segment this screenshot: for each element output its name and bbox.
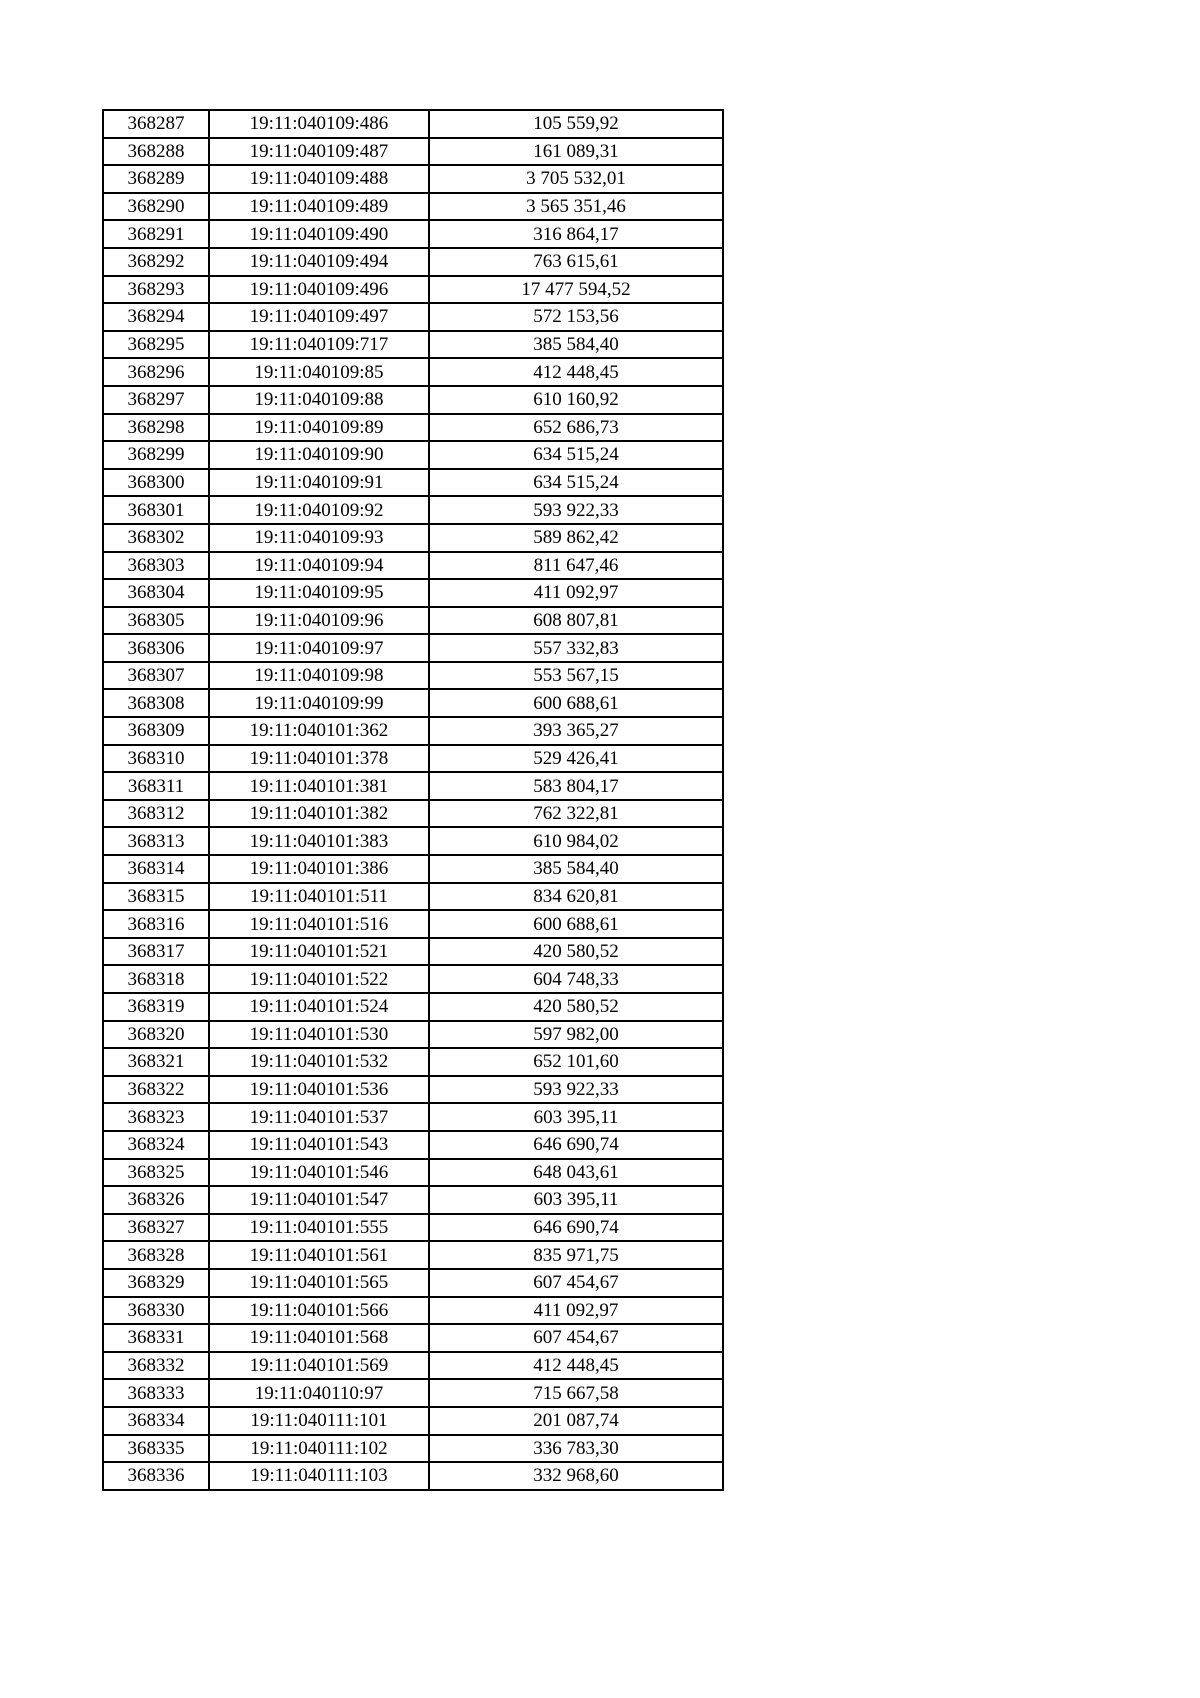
cadastral-number-cell: 19:11:040111:102	[209, 1435, 429, 1463]
cadastral-value-cell: 652 686,73	[429, 414, 723, 442]
cadastral-value-cell: 583 804,17	[429, 772, 723, 800]
cadastral-value-cell: 600 688,61	[429, 910, 723, 938]
cadastral-value-cell: 634 515,24	[429, 441, 723, 469]
table-row	[103, 1214, 723, 1242]
cadastral-number-cell: 19:11:040101:524	[209, 993, 429, 1021]
row-number-cell: 368329	[103, 1269, 209, 1297]
cadastral-value-cell: 811 647,46	[429, 552, 723, 580]
cadastral-number-cell: 19:11:040109:94	[209, 552, 429, 580]
cadastral-value-cell: 105 559,92	[429, 110, 723, 138]
table-row	[103, 138, 723, 166]
cadastral-value-cell: 420 580,52	[429, 938, 723, 966]
cadastral-number-cell: 19:11:040109:490	[209, 220, 429, 248]
row-number-cell: 368292	[103, 248, 209, 276]
cadastral-number-cell: 19:11:040109:88	[209, 386, 429, 414]
cadastral-number-cell: 19:11:040109:85	[209, 358, 429, 386]
table-row	[103, 386, 723, 414]
cadastral-number-cell: 19:11:040101:547	[209, 1186, 429, 1214]
cadastral-value-cell: 603 395,11	[429, 1103, 723, 1131]
cadastral-value-cell: 3 565 351,46	[429, 193, 723, 221]
table-row	[103, 552, 723, 580]
table-row	[103, 1186, 723, 1214]
row-number-cell: 368302	[103, 524, 209, 552]
table-row	[103, 1103, 723, 1131]
table-row	[103, 1352, 723, 1380]
row-number-cell: 368332	[103, 1352, 209, 1380]
table-body	[103, 110, 723, 1490]
table-row	[103, 689, 723, 717]
cadastral-number-cell: 19:11:040101:565	[209, 1269, 429, 1297]
table-row	[103, 1462, 723, 1490]
cadastral-value-cell: 610 160,92	[429, 386, 723, 414]
cadastral-value-cell: 316 864,17	[429, 220, 723, 248]
cadastral-number-cell: 19:11:040101:362	[209, 717, 429, 745]
table-row	[103, 1048, 723, 1076]
cadastral-number-cell: 19:11:040109:487	[209, 138, 429, 166]
row-number-cell: 368303	[103, 552, 209, 580]
row-number-cell: 368331	[103, 1324, 209, 1352]
cadastral-number-cell: 19:11:040111:103	[209, 1462, 429, 1490]
cadastral-value-cell: 336 783,30	[429, 1435, 723, 1463]
table-row	[103, 662, 723, 690]
cadastral-number-cell: 19:11:040101:378	[209, 745, 429, 773]
cadastral-value-cell: 763 615,61	[429, 248, 723, 276]
table-row	[103, 1435, 723, 1463]
cadastral-value-cell: 634 515,24	[429, 469, 723, 497]
cadastral-value-cell: 608 807,81	[429, 607, 723, 635]
table-row	[103, 772, 723, 800]
cadastral-number-cell: 19:11:040109:717	[209, 331, 429, 359]
cadastral-number-cell: 19:11:040109:90	[209, 441, 429, 469]
cadastral-value-cell: 604 748,33	[429, 965, 723, 993]
table-row	[103, 248, 723, 276]
table-row	[103, 938, 723, 966]
row-number-cell: 368287	[103, 110, 209, 138]
cadastral-number-cell: 19:11:040109:496	[209, 276, 429, 304]
cadastral-number-cell: 19:11:040101:561	[209, 1241, 429, 1269]
row-number-cell: 368295	[103, 331, 209, 359]
cadastral-number-cell: 19:11:040109:97	[209, 634, 429, 662]
cadastral-number-cell: 19:11:040101:521	[209, 938, 429, 966]
row-number-cell: 368288	[103, 138, 209, 166]
table-row	[103, 524, 723, 552]
cadastral-value-cell: 646 690,74	[429, 1131, 723, 1159]
cadastral-value-cell: 834 620,81	[429, 883, 723, 911]
cadastral-value-cell: 553 567,15	[429, 662, 723, 690]
row-number-cell: 368336	[103, 1462, 209, 1490]
cadastral-value-cell: 385 584,40	[429, 331, 723, 359]
cadastral-value-cell: 762 322,81	[429, 800, 723, 828]
cadastral-number-cell: 19:11:040111:101	[209, 1407, 429, 1435]
cadastral-value-cell: 572 153,56	[429, 303, 723, 331]
cadastral-value-cell: 646 690,74	[429, 1214, 723, 1242]
table-row	[103, 800, 723, 828]
table-row	[103, 1297, 723, 1325]
table-row	[103, 220, 723, 248]
row-number-cell: 368314	[103, 855, 209, 883]
cadastral-value-cell: 201 087,74	[429, 1407, 723, 1435]
table-row	[103, 1379, 723, 1407]
cadastral-value-cell: 652 101,60	[429, 1048, 723, 1076]
cadastral-number-cell: 19:11:040101:516	[209, 910, 429, 938]
cadastral-value-table	[102, 109, 724, 1491]
cadastral-value-cell: 648 043,61	[429, 1159, 723, 1187]
table-row	[103, 965, 723, 993]
table-row	[103, 910, 723, 938]
cadastral-value-cell: 3 705 532,01	[429, 165, 723, 193]
row-number-cell: 368297	[103, 386, 209, 414]
row-number-cell: 368309	[103, 717, 209, 745]
cadastral-value-cell: 597 982,00	[429, 1021, 723, 1049]
cadastral-value-cell: 161 089,31	[429, 138, 723, 166]
row-number-cell: 368298	[103, 414, 209, 442]
table-row	[103, 634, 723, 662]
table-row	[103, 993, 723, 1021]
row-number-cell: 368313	[103, 827, 209, 855]
row-number-cell: 368306	[103, 634, 209, 662]
cadastral-number-cell: 19:11:040101:543	[209, 1131, 429, 1159]
cadastral-value-cell: 17 477 594,52	[429, 276, 723, 304]
row-number-cell: 368299	[103, 441, 209, 469]
cadastral-number-cell: 19:11:040109:494	[209, 248, 429, 276]
cadastral-value-cell: 529 426,41	[429, 745, 723, 773]
table-row	[103, 1076, 723, 1104]
row-number-cell: 368300	[103, 469, 209, 497]
table-row	[103, 1159, 723, 1187]
row-number-cell: 368321	[103, 1048, 209, 1076]
table-row	[103, 165, 723, 193]
cadastral-number-cell: 19:11:040109:497	[209, 303, 429, 331]
cadastral-value-cell: 420 580,52	[429, 993, 723, 1021]
cadastral-number-cell: 19:11:040101:511	[209, 883, 429, 911]
table-row	[103, 496, 723, 524]
cadastral-number-cell: 19:11:040109:92	[209, 496, 429, 524]
cadastral-number-cell: 19:11:040110:97	[209, 1379, 429, 1407]
row-number-cell: 368296	[103, 358, 209, 386]
cadastral-number-cell: 19:11:040109:91	[209, 469, 429, 497]
table-row	[103, 1324, 723, 1352]
table-row	[103, 331, 723, 359]
table-row	[103, 193, 723, 221]
cadastral-value-cell: 385 584,40	[429, 855, 723, 883]
cadastral-number-cell: 19:11:040101:382	[209, 800, 429, 828]
table-row	[103, 414, 723, 442]
row-number-cell: 368320	[103, 1021, 209, 1049]
row-number-cell: 368304	[103, 579, 209, 607]
cadastral-number-cell: 19:11:040101:536	[209, 1076, 429, 1104]
table-row	[103, 883, 723, 911]
cadastral-number-cell: 19:11:040101:532	[209, 1048, 429, 1076]
cadastral-value-cell: 557 332,83	[429, 634, 723, 662]
row-number-cell: 368289	[103, 165, 209, 193]
cadastral-number-cell: 19:11:040109:93	[209, 524, 429, 552]
row-number-cell: 368301	[103, 496, 209, 524]
cadastral-value-cell: 393 365,27	[429, 717, 723, 745]
cadastral-number-cell: 19:11:040101:537	[209, 1103, 429, 1131]
row-number-cell: 368324	[103, 1131, 209, 1159]
cadastral-number-cell: 19:11:040101:530	[209, 1021, 429, 1049]
row-number-cell: 368312	[103, 800, 209, 828]
cadastral-number-cell: 19:11:040109:488	[209, 165, 429, 193]
cadastral-number-cell: 19:11:040109:489	[209, 193, 429, 221]
row-number-cell: 368305	[103, 607, 209, 635]
row-number-cell: 368328	[103, 1241, 209, 1269]
cadastral-value-cell: 411 092,97	[429, 1297, 723, 1325]
cadastral-value-cell: 589 862,42	[429, 524, 723, 552]
row-number-cell: 368323	[103, 1103, 209, 1131]
cadastral-number-cell: 19:11:040109:98	[209, 662, 429, 690]
cadastral-value-cell: 412 448,45	[429, 358, 723, 386]
cadastral-value-cell: 715 667,58	[429, 1379, 723, 1407]
row-number-cell: 368319	[103, 993, 209, 1021]
cadastral-number-cell: 19:11:040101:566	[209, 1297, 429, 1325]
table-row	[103, 276, 723, 304]
table-row	[103, 358, 723, 386]
cadastral-number-cell: 19:11:040101:546	[209, 1159, 429, 1187]
table-row	[103, 441, 723, 469]
row-number-cell: 368317	[103, 938, 209, 966]
row-number-cell: 368291	[103, 220, 209, 248]
cadastral-number-cell: 19:11:040101:569	[209, 1352, 429, 1380]
cadastral-number-cell: 19:11:040109:486	[209, 110, 429, 138]
row-number-cell: 368307	[103, 662, 209, 690]
table-row	[103, 745, 723, 773]
row-number-cell: 368293	[103, 276, 209, 304]
table-row	[103, 827, 723, 855]
row-number-cell: 368327	[103, 1214, 209, 1242]
row-number-cell: 368315	[103, 883, 209, 911]
row-number-cell: 368290	[103, 193, 209, 221]
table-row	[103, 469, 723, 497]
table-row	[103, 717, 723, 745]
cadastral-number-cell: 19:11:040109:89	[209, 414, 429, 442]
cadastral-value-cell: 332 968,60	[429, 1462, 723, 1490]
table-row	[103, 303, 723, 331]
cadastral-number-cell: 19:11:040109:99	[209, 689, 429, 717]
row-number-cell: 368318	[103, 965, 209, 993]
row-number-cell: 368310	[103, 745, 209, 773]
table-row	[103, 1241, 723, 1269]
cadastral-number-cell: 19:11:040101:386	[209, 855, 429, 883]
row-number-cell: 368311	[103, 772, 209, 800]
cadastral-value-cell: 411 092,97	[429, 579, 723, 607]
cadastral-value-cell: 835 971,75	[429, 1241, 723, 1269]
row-number-cell: 368325	[103, 1159, 209, 1187]
row-number-cell: 368330	[103, 1297, 209, 1325]
row-number-cell: 368326	[103, 1186, 209, 1214]
cadastral-number-cell: 19:11:040101:555	[209, 1214, 429, 1242]
cadastral-number-cell: 19:11:040101:383	[209, 827, 429, 855]
table-row	[103, 1021, 723, 1049]
cadastral-value-cell: 412 448,45	[429, 1352, 723, 1380]
row-number-cell: 368335	[103, 1435, 209, 1463]
table-row	[103, 1269, 723, 1297]
cadastral-number-cell: 19:11:040109:96	[209, 607, 429, 635]
table-row	[103, 1407, 723, 1435]
cadastral-value-cell: 610 984,02	[429, 827, 723, 855]
cadastral-number-cell: 19:11:040109:95	[209, 579, 429, 607]
table-row	[103, 110, 723, 138]
row-number-cell: 368308	[103, 689, 209, 717]
row-number-cell: 368294	[103, 303, 209, 331]
cadastral-number-cell: 19:11:040101:568	[209, 1324, 429, 1352]
cadastral-value-cell: 603 395,11	[429, 1186, 723, 1214]
table-row	[103, 1131, 723, 1159]
row-number-cell: 368333	[103, 1379, 209, 1407]
cadastral-value-cell: 593 922,33	[429, 496, 723, 524]
table-row	[103, 855, 723, 883]
cadastral-value-cell: 607 454,67	[429, 1269, 723, 1297]
cadastral-number-cell: 19:11:040101:381	[209, 772, 429, 800]
table-row	[103, 607, 723, 635]
row-number-cell: 368322	[103, 1076, 209, 1104]
cadastral-value-cell: 593 922,33	[429, 1076, 723, 1104]
row-number-cell: 368316	[103, 910, 209, 938]
cadastral-value-cell: 600 688,61	[429, 689, 723, 717]
row-number-cell: 368334	[103, 1407, 209, 1435]
cadastral-number-cell: 19:11:040101:522	[209, 965, 429, 993]
table-row	[103, 579, 723, 607]
cadastral-value-cell: 607 454,67	[429, 1324, 723, 1352]
